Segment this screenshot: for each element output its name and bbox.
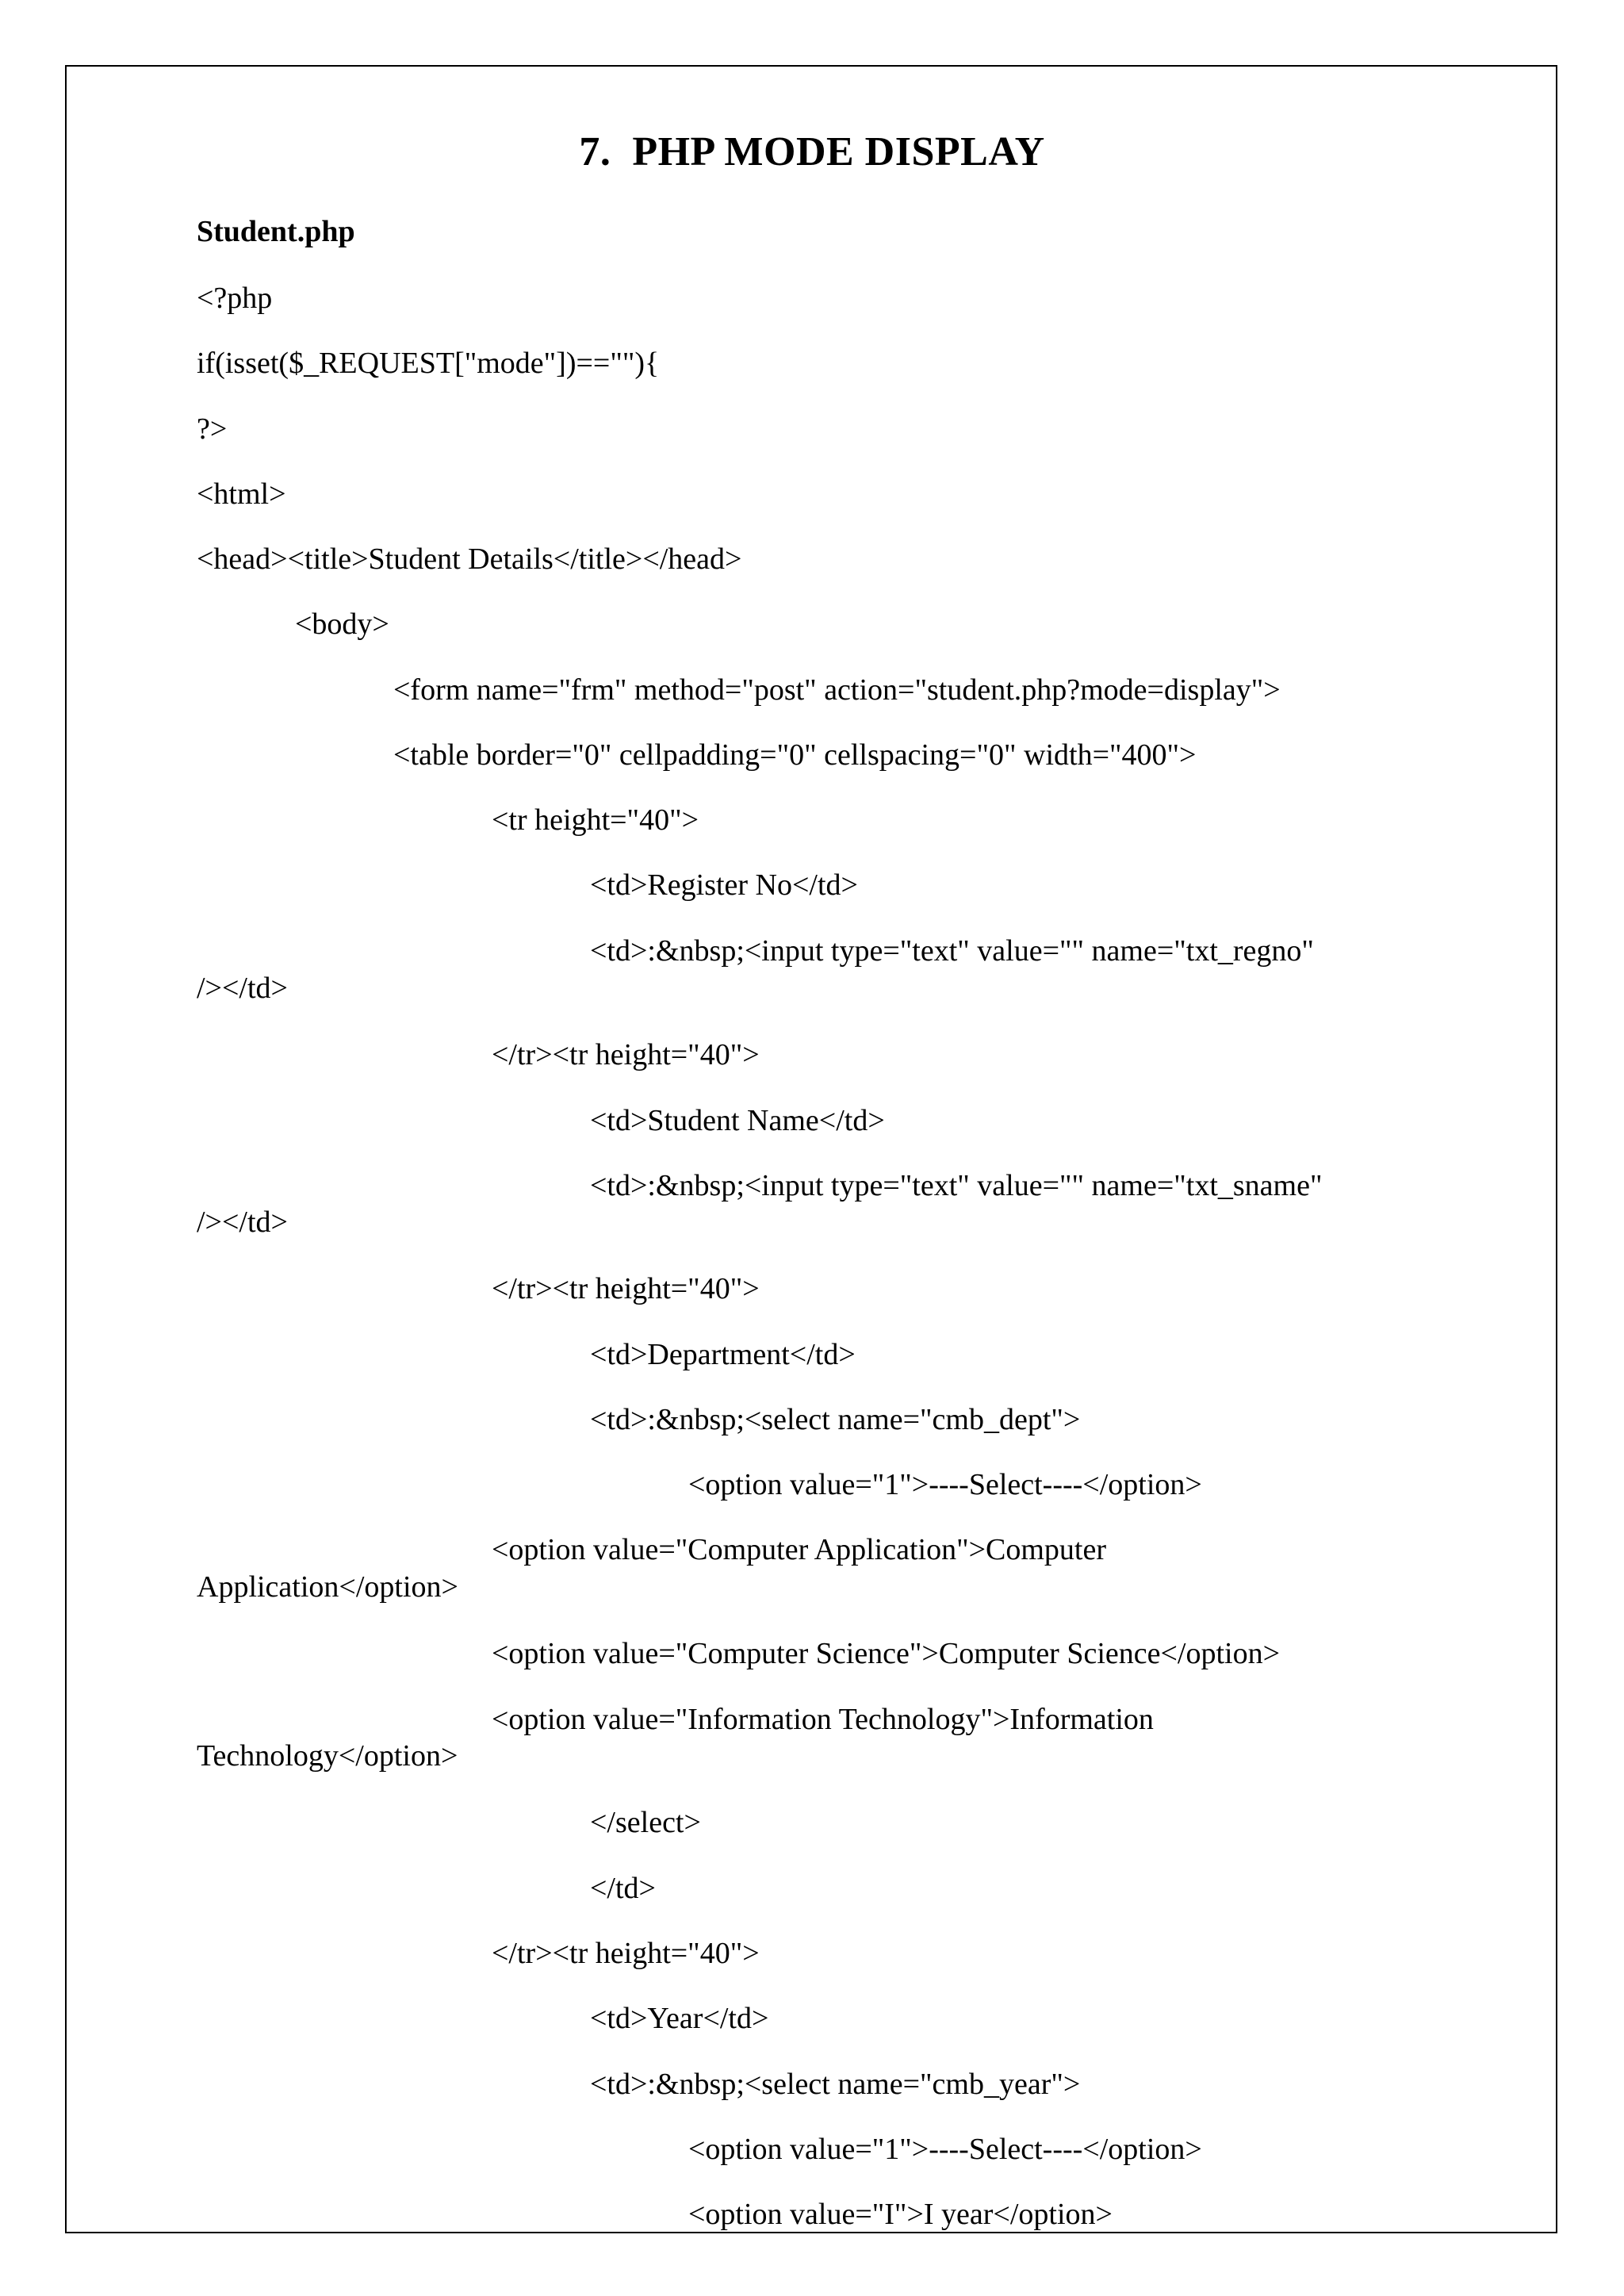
code-line: <table border="0" cellpadding="0" cellspacing="0" width="400"> [393,738,1197,772]
code-line: if(isset($_REQUEST["mode"])==""){ [197,347,660,380]
code-line: <html> [197,477,286,511]
page-border [65,65,1557,2233]
code-line: </tr><tr height="40"> [492,1038,760,1071]
code-line: ?> [197,412,228,446]
code-line: <?php [197,282,273,315]
code-line: </tr><tr height="40"> [492,1272,760,1305]
file-name-label: Student.php [197,215,355,248]
code-line: /></td> [197,1205,288,1239]
code-line: <option value="1">----Select----</option> [688,1468,1202,1501]
code-line: <option value="Computer Application">Computer [492,1533,1106,1566]
code-line: <tr height="40"> [492,803,699,837]
code-line: <td>Register No</td> [590,868,858,902]
code-line: <body> [295,608,389,641]
code-line: </tr><tr height="40"> [492,1937,760,1970]
code-line: <td>:&nbsp;<select name="cmb_dept"> [590,1403,1081,1436]
code-line: </td> [590,1872,656,1905]
code-line: /></td> [197,972,288,1005]
code-line: <td>Year</td> [590,2002,769,2035]
code-line: Technology</option> [197,1739,458,1773]
code-line: </select> [590,1806,701,1839]
code-line: <option value="Computer Science">Computer Science</option> [492,1637,1281,1670]
code-line: <td>Department</td> [590,1338,856,1371]
code-line: <option value="I">I year</option> [688,2198,1113,2231]
code-line: <td>:&nbsp;<input type="text" value="" name="txt_sname" [590,1169,1323,1202]
code-line: Application</option> [197,1570,458,1604]
code-line: <td>:&nbsp;<select name="cmb_year"> [590,2068,1081,2101]
code-line: <option value="Information Technology">Information [492,1703,1154,1736]
code-line: <head><title>Student Details</title></head> [197,542,742,576]
code-line: <form name="frm" method="post" action="student.php?mode=display"> [393,673,1281,707]
page-title: 7. PHP MODE DISPLAY [579,129,1045,174]
code-line: <td>Student Name</td> [590,1104,885,1137]
code-line: <td>:&nbsp;<input type="text" value="" name="txt_regno" [590,934,1314,968]
code-line: <option value="1">----Select----</option> [688,2133,1202,2166]
